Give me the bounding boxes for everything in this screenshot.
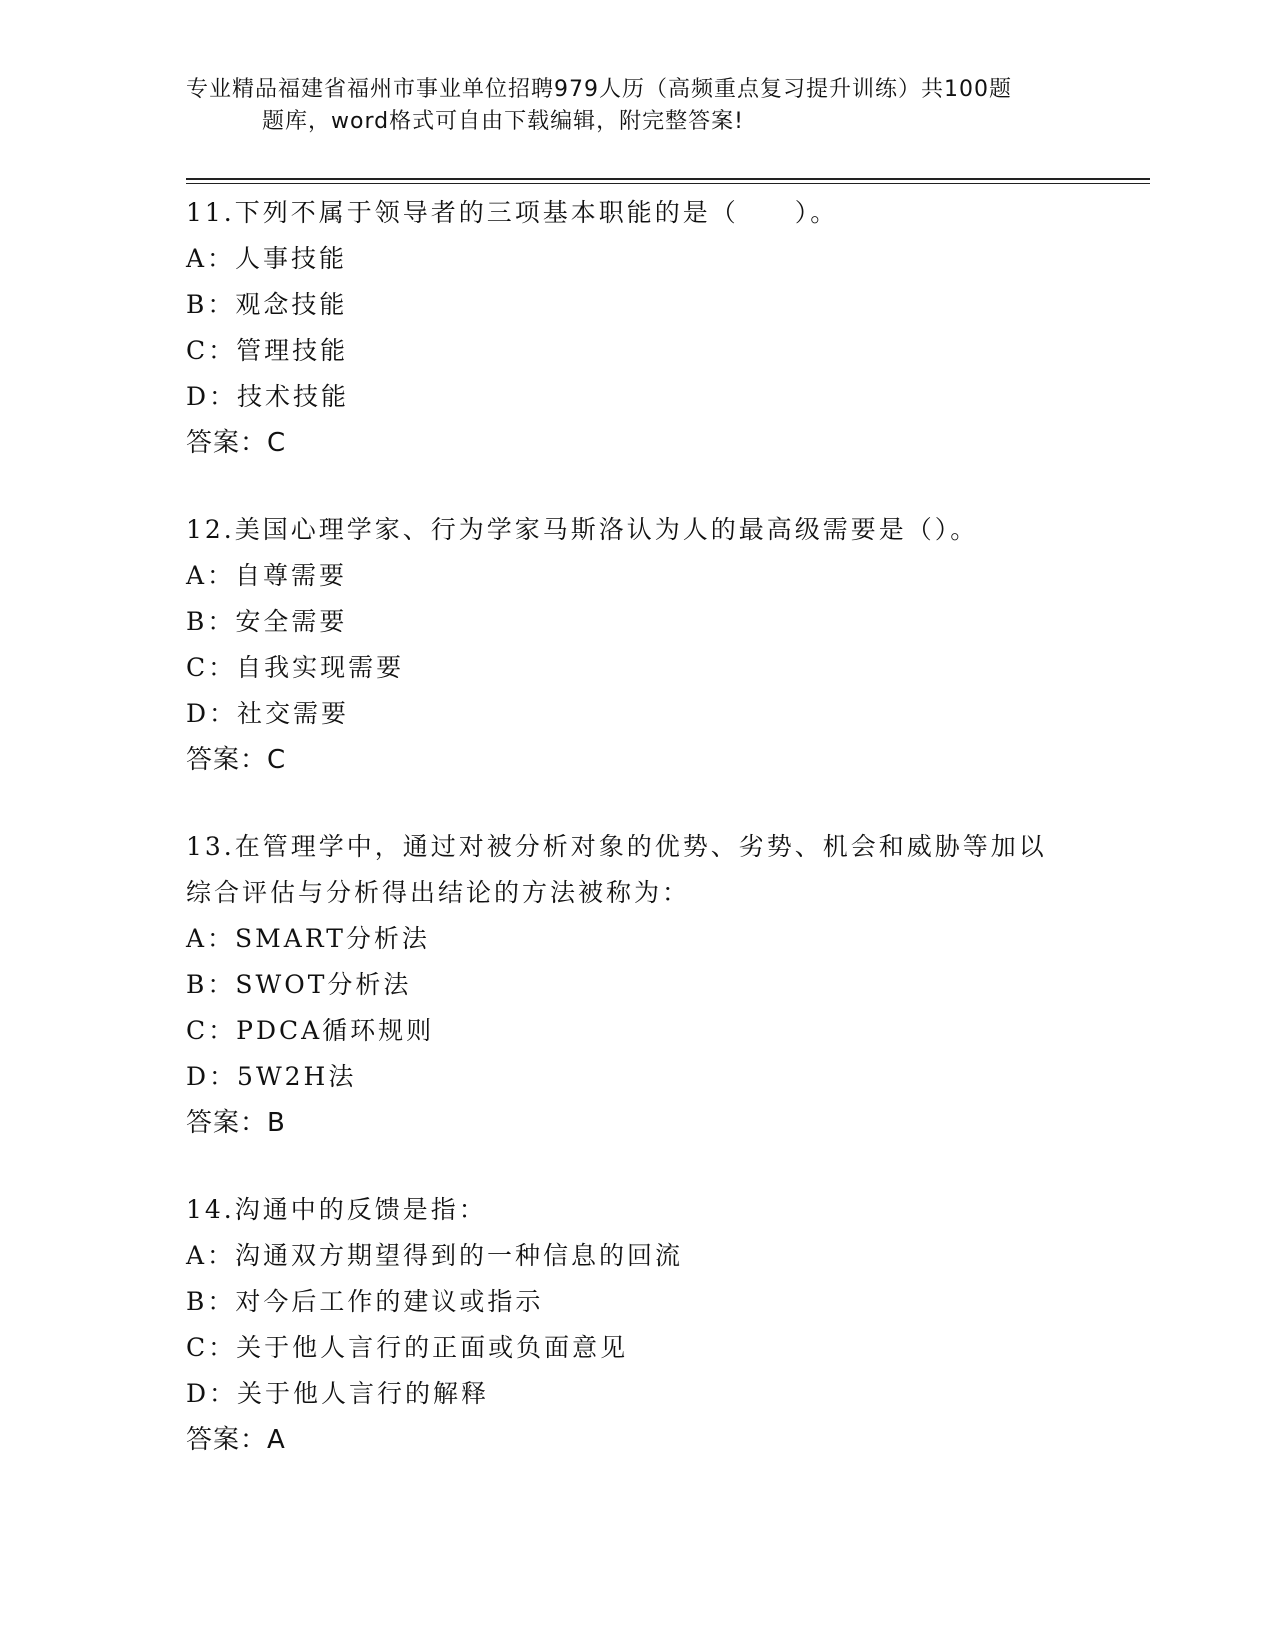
question-list [186, 190, 1086, 1504]
question-stem-continued: 综合评估与分析得出结论的方法被称为： [186, 878, 691, 907]
question-14 [186, 1187, 1086, 1463]
question-11 [186, 190, 1086, 466]
question-stem: 14.沟通中的反馈是指： [186, 1195, 487, 1224]
option-c: C：PDCA循环规则 [186, 1016, 435, 1045]
question-stem: 12.美国心理学家、行为学家马斯洛认为人的最高级需要是（）。 [186, 515, 979, 544]
option-a: A：人事技能 [186, 244, 348, 273]
option-c: C：自我实现需要 [186, 653, 405, 682]
option-a: A：SMART分析法 [186, 924, 430, 953]
option-d: D：社交需要 [186, 699, 350, 728]
option-b: B：安全需要 [186, 607, 348, 636]
header-divider-thin [186, 183, 1150, 184]
question-12 [186, 507, 1086, 783]
header-title-line-2: 题库，word格式可自由下载编辑，附完整答案! [262, 109, 744, 134]
option-c: C：关于他人言行的正面或负面意见 [186, 1333, 629, 1362]
header-title-line-1: 专业精品福建省福州市事业单位招聘979人历（高频重点复习提升训练）共100题 [186, 77, 1012, 102]
header-divider-thick [186, 178, 1150, 180]
answer-line: 答案：C [186, 428, 287, 458]
option-b: B：对今后工作的建议或指示 [186, 1287, 544, 1316]
option-d: D：技术技能 [186, 382, 350, 411]
document-header [186, 74, 1086, 138]
option-a: A：自尊需要 [186, 561, 348, 590]
answer-line: 答案：A [186, 1425, 286, 1455]
question-stem: 11.下列不属于领导者的三项基本职能的是（ ）。 [186, 198, 839, 227]
answer-line: 答案：B [186, 1108, 286, 1138]
option-c: C：管理技能 [186, 336, 349, 365]
option-d: D：5W2H法 [186, 1062, 357, 1091]
option-b: B：观念技能 [186, 290, 348, 319]
option-d: D：关于他人言行的解释 [186, 1379, 490, 1408]
question-stem: 13.在管理学中，通过对被分析对象的优势、劣势、机会和威胁等加以 [186, 832, 1047, 861]
answer-line: 答案：C [186, 745, 287, 775]
question-13 [186, 824, 1086, 1146]
option-a: A：沟通双方期望得到的一种信息的回流 [186, 1241, 684, 1270]
option-b: B：SWOT分析法 [186, 970, 412, 999]
